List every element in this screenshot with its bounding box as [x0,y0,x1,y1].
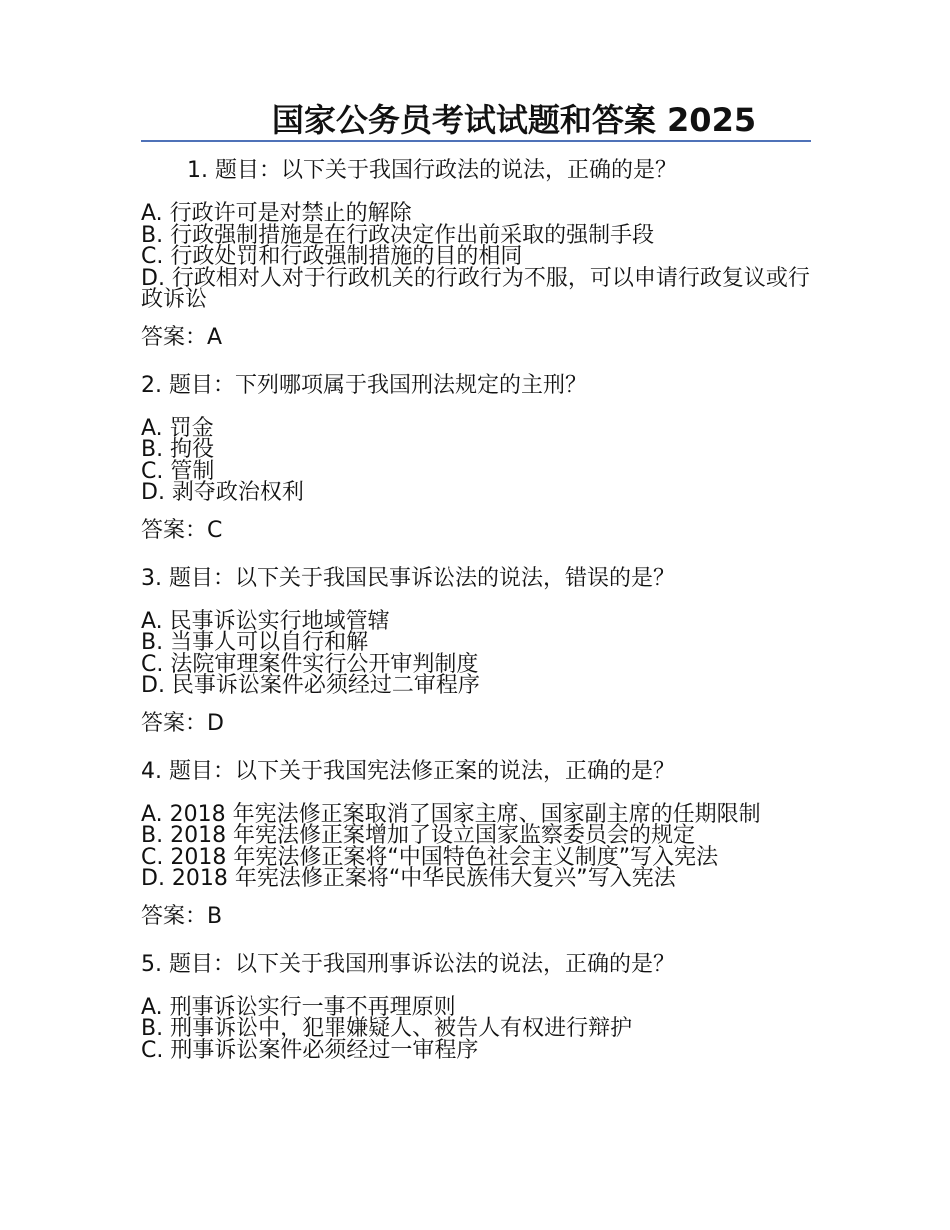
option-d: D. 剥夺政治权利 [141,480,304,505]
question-3 [141,564,811,739]
option-a: A. 民事诉讼实行地域管辖 [141,608,390,634]
question-2 [141,371,811,546]
option-b: B. 2018 年宪法修正案增加了设立国家监察委员会的规定 [141,823,696,848]
option-c: C. 2018 年宪法修正案将“中国特色社会主义制度”写入宪法 [141,844,719,870]
option-b: B. 当事人可以自行和解 [141,630,369,655]
answer-text: 答案：B [141,903,223,929]
option-c: C. 行政处罚和行政强制措施的目的相同 [141,244,523,269]
question-1 [141,156,811,353]
question-stem: 5. 题目：以下关于我国刑事诉讼法的说法，正确的是？ [141,951,675,977]
question-stem: 1. 题目：以下关于我国行政法的说法，正确的是？ [187,158,677,183]
title-underline [141,140,811,142]
option-b: B. 拘役 [141,437,215,462]
document-page [141,100,811,1061]
option-c: C. 刑事诉讼案件必须经过一审程序 [141,1037,479,1063]
option-d: D. 民事诉讼案件必须经过二审程序 [141,673,480,698]
option-d: D. 行政相对人对于行政机关的行政行为不服，可以申请行政复议或行政诉讼 [141,265,810,312]
option-list [141,994,811,1063]
option-list [141,415,811,505]
option-list [141,203,811,311]
answer-text: 答案：D [141,710,224,736]
answer-text: 答案：A [141,324,223,350]
question-4 [141,757,811,932]
answer-text: 答案：C [141,517,223,543]
option-a: A. 刑事诉讼实行一事不再理原则 [141,994,456,1020]
option-b: B. 行政强制措施是在行政决定作出前采取的强制手段 [141,222,655,248]
document-title: 国家公务员考试试题和答案 2025 [271,101,757,139]
question-5 [141,950,811,1062]
question-stem: 3. 题目：以下关于我国民事诉讼法的说法，错误的是？ [141,565,675,591]
option-d: D. 2018 年宪法修正案将“中华民族伟大复兴”写入宪法 [141,866,676,891]
option-a: A. 行政许可是对禁止的解除 [141,201,412,226]
option-a: A. 2018 年宪法修正案取消了国家主席、国家副主席的任期限制 [141,801,761,827]
option-b: B. 刑事诉讼中，犯罪嫌疑人、被告人有权进行辩护 [141,1016,633,1041]
option-list [141,801,811,891]
option-c: C. 法院审理案件实行公开审判制度 [141,651,479,677]
option-list [141,608,811,698]
question-stem: 2. 题目：下列哪项属于我国刑法规定的主刑？ [141,372,587,398]
question-stem: 4. 题目：以下关于我国宪法修正案的说法，正确的是？ [141,758,675,784]
option-a: A. 罚金 [141,415,214,441]
option-c: C. 管制 [141,458,215,484]
